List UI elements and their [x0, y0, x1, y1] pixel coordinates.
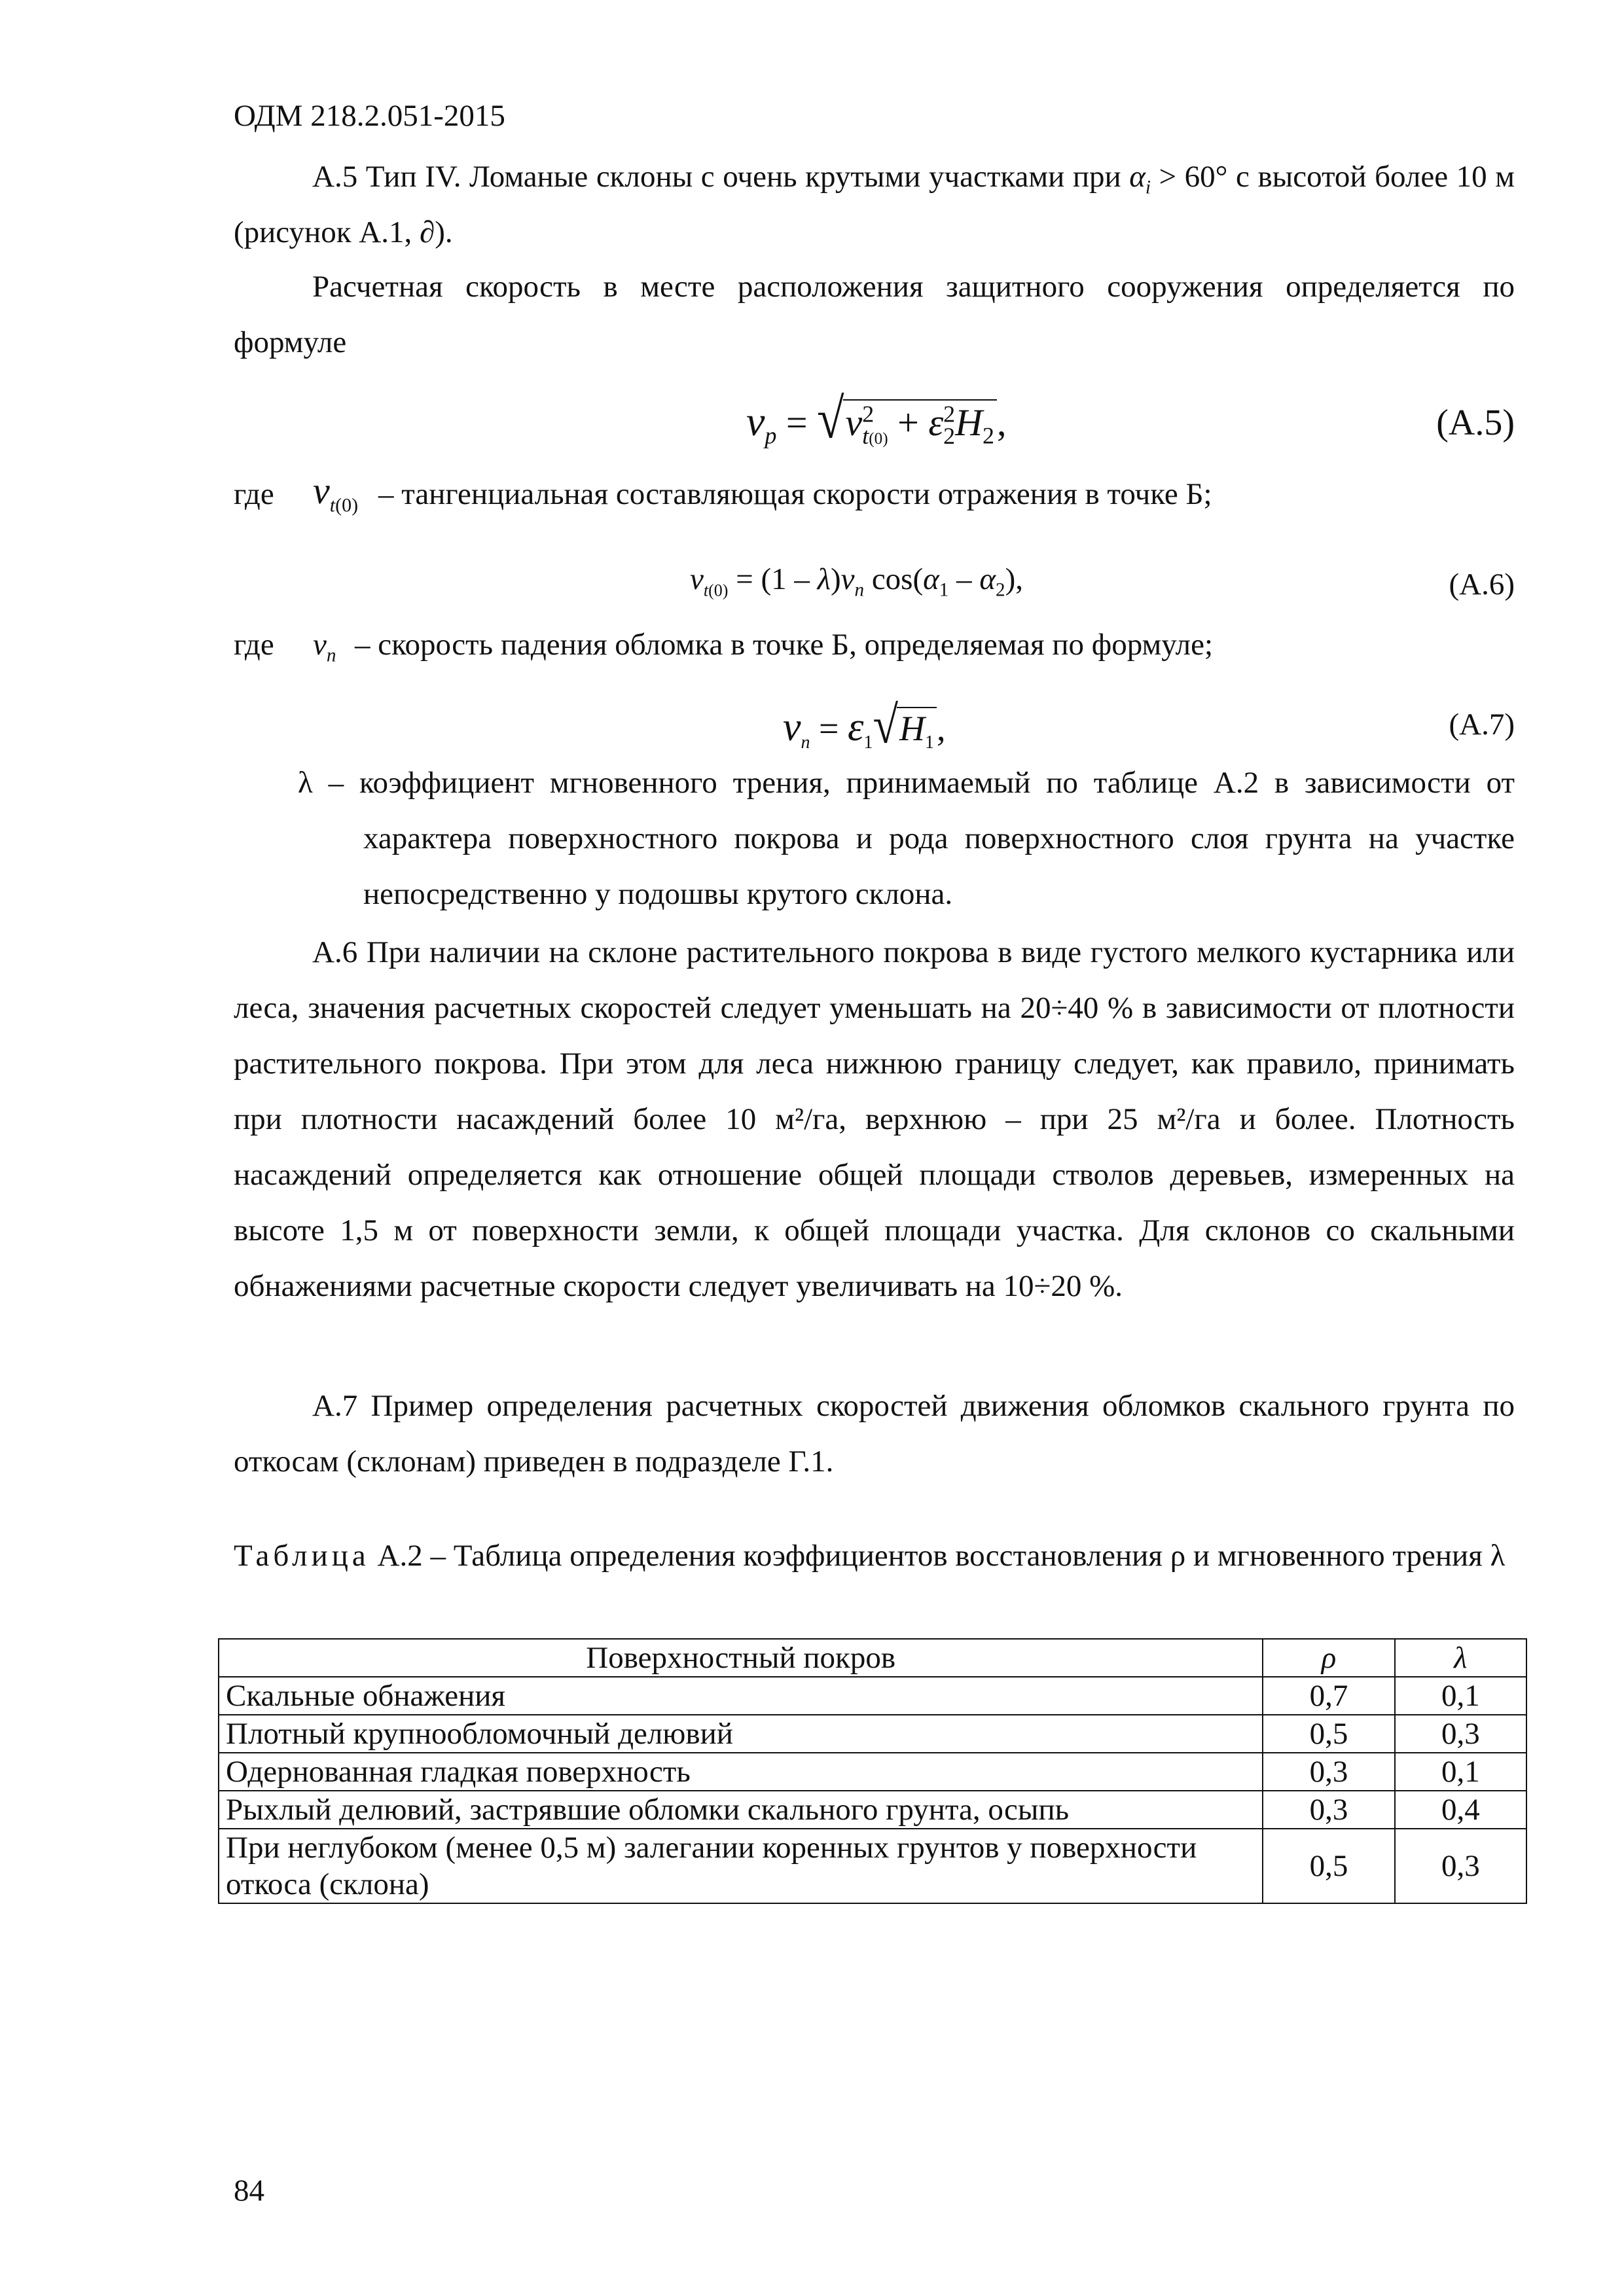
header-rho: ρ [1263, 1639, 1394, 1677]
cell-lambda: 0,3 [1395, 1715, 1526, 1753]
cell-cover: Плотный крупнообломочный делювий [219, 1715, 1263, 1753]
coefficients-table [218, 1638, 1527, 1904]
cell-rho: 0,5 [1263, 1715, 1394, 1753]
table-caption: Таблица А.2 – Таблица определения коэффициентов восстановления ρ и мгновенного трения λ [234, 1539, 1506, 1573]
equation-a5: $v_p = √v^2_{t(0)} + \varepsilon^2_2H_2$, [746, 387, 1007, 451]
equation-a7-number: (А.7) [1449, 708, 1515, 742]
cell-lambda: 0,4 [1395, 1791, 1526, 1829]
table-row [219, 1677, 1526, 1715]
table-row [219, 1753, 1526, 1791]
cell-rho: 0,7 [1263, 1677, 1394, 1715]
where-text-1: – тангенциальная составляющая скорости отражения в точке Б; [378, 477, 1212, 511]
header-lambda: λ [1395, 1639, 1526, 1677]
cell-rho: 0,5 [1263, 1829, 1394, 1903]
cell-cover: Одернованная гладкая поверхность [219, 1753, 1263, 1791]
equation-a5-number: (А.5) [1436, 403, 1515, 443]
cell-lambda: 0,3 [1395, 1829, 1526, 1903]
cell-rho: 0,3 [1263, 1753, 1394, 1791]
vn-symbol: $v_n$ [313, 628, 336, 666]
cell-lambda: 0,1 [1395, 1677, 1526, 1715]
section-a5-paragraph: А.5 Тип IV. Ломаные склоны с очень крутыми участками при $\alpha_i > 60^\circ$ с высотой более 10 м (рисунок А.1, ∂). [234, 160, 1515, 249]
cell-cover: Рыхлый делювий, застрявшие обломки скального грунта, осыпь [219, 1791, 1263, 1829]
equation-a6: $v_{t(0)} = (1 - \lambda)v_n$ $\cos(\alpha_1 - \alpha_2)$, [690, 562, 1023, 601]
where-text-2: – скорость падения обломка в точке Б, определяемая по формуле; [355, 628, 1214, 662]
table-row [219, 1791, 1526, 1829]
table-row [219, 1715, 1526, 1753]
lambda-definition: λ – коэффициент мгновенного трения, принимаемый по таблице А.2 в зависимости от характера поверхностного покрова и рода поверхностного слоя грунта на участке непосредственно у подошвы крутого склона. [298, 766, 1515, 911]
section-a6-paragraph: А.6 При наличии на склоне растительного покрова в виде густого мелкого кустарника или леса, значения расчетных скоростей следует уменьшать на 20÷40 % в зависимости от плотности растительного покрова. При этом для леса нижнюю границу следует, как правило, принимать при плотности насаждений более 10 м²/га, верхнюю – при 25 м²/га и более. Плотность насаждений определяется как отношение общей площади стволов деревьев, измеренных на высоте 1,5 м от поверхности земли, к общей площади участка. Для склонов со скальными обнажениями расчетные скорости следует увеличивать на 10÷20 %. [234, 935, 1515, 1303]
table-header-row [219, 1639, 1526, 1677]
formula-intro-paragraph: Расчетная скорость в месте расположения защитного сооружения определяется по формуле [234, 270, 1515, 359]
where-label-1: где [234, 477, 274, 511]
header-cover: Поверхностный покров [219, 1639, 1263, 1677]
page-number: 84 [234, 2174, 264, 2208]
equation-a6-number: (А.6) [1449, 567, 1515, 601]
cell-lambda: 0,1 [1395, 1753, 1526, 1791]
section-a7-paragraph: А.7 Пример определения расчетных скоростей движения обломков скального грунта по откосам (склонам) приведен в подразделе Г.1. [234, 1389, 1515, 1479]
where-label-2: где [234, 628, 274, 662]
cell-rho: 0,3 [1263, 1791, 1394, 1829]
cell-cover: Скальные обнажения [219, 1677, 1263, 1715]
equation-a7: $v_n = \varepsilon_1√H_1$, [783, 696, 946, 755]
table-row [219, 1829, 1526, 1903]
cell-cover: При неглубоком (менее 0,5 м) залегании коренных грунтов у поверхности откоса (склона) [219, 1829, 1263, 1903]
vt0-symbol: $v_{t(0)}$ [313, 469, 359, 516]
document-code: ОДМ 218.2.051-2015 [234, 99, 505, 133]
